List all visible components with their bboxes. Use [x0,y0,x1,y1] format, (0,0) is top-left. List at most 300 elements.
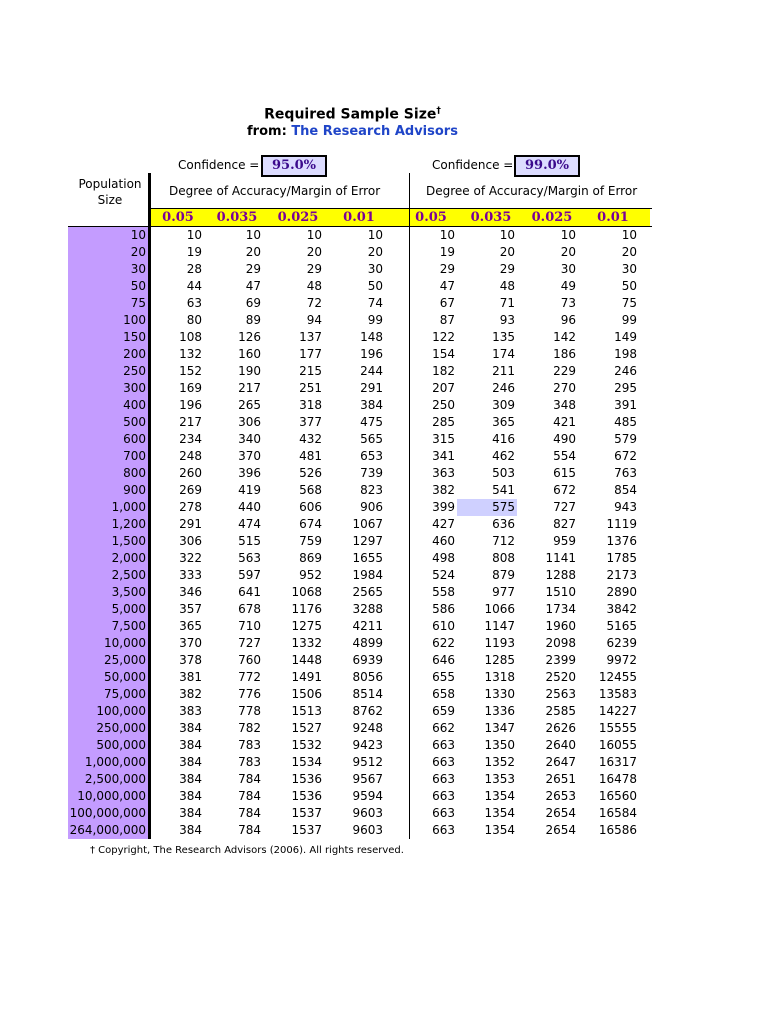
population-cell: 75,000 [104,687,146,701]
sample-size-cell: 399 [432,500,455,514]
population-cell: 50 [130,279,146,293]
sample-size-cell: 9594 [352,789,383,803]
sample-size-cell: 1354 [484,823,515,837]
sample-size-cell: 384 [179,789,202,803]
sample-size-cell: 152 [179,364,202,378]
sample-size-cell: 662 [432,721,455,735]
sample-size-cell: 646 [432,653,455,667]
sample-size-cell: 295 [614,381,637,395]
sample-size-cell: 663 [432,823,455,837]
sample-size-cell: 419 [238,483,261,497]
sample-size-cell: 575 [492,500,515,514]
sample-size-cell: 1176 [291,602,322,616]
population-cell: 150 [123,330,146,344]
sample-size-cell: 217 [238,381,261,395]
sample-size-cell: 1141 [545,551,576,565]
sample-size-cell: 73 [560,296,576,310]
sample-size-cell: 784 [238,789,261,803]
sample-size-cell: 71 [499,296,515,310]
sample-size-cell: 348 [553,398,576,412]
confidence-label-99: Confidence = [432,158,514,172]
sample-size-cell: 526 [299,466,322,480]
sample-size-cell: 69 [245,296,261,310]
sample-size-cell: 959 [553,534,576,548]
population-cell: 1,200 [111,517,146,531]
sample-size-cell: 315 [432,432,455,446]
sample-size-cell: 1532 [291,738,322,752]
sample-size-cell: 291 [179,517,202,531]
sample-size-cell: 674 [299,517,322,531]
sample-size-cell: 10 [186,228,202,242]
sample-size-cell: 636 [492,517,515,531]
sample-size-cell: 142 [553,330,576,344]
sample-size-cell: 28 [186,262,202,276]
sample-size-cell: 672 [553,483,576,497]
sample-size-cell: 215 [299,364,322,378]
population-cell: 600 [123,432,146,446]
sample-size-cell: 48 [306,279,322,293]
sample-size-cell: 2563 [545,687,576,701]
sample-size-cell: 1448 [291,653,322,667]
sample-size-cell: 12455 [598,670,637,684]
sample-size-cell: 50 [621,279,637,293]
copyright-footer: † Copyright, The Research Advisors (2006). All rights reserved. [90,845,404,856]
sample-size-cell: 20 [560,245,576,259]
sample-size-cell: 9423 [352,738,383,752]
sample-size-cell: 108 [179,330,202,344]
sample-size-cell: 93 [499,313,515,327]
page-subtitle [0,124,705,139]
sample-size-cell: 270 [553,381,576,395]
sample-size-cell: 50 [367,279,383,293]
population-cell: 300 [123,381,146,395]
sample-size-cell: 1513 [291,704,322,718]
sample-size-cell: 498 [432,551,455,565]
sample-size-cell: 63 [186,296,202,310]
sample-size-cell: 485 [614,415,637,429]
sample-size-cell: 2399 [545,653,576,667]
sample-size-cell: 322 [179,551,202,565]
sample-size-cell: 663 [432,738,455,752]
sample-size-cell: 383 [179,704,202,718]
sample-size-cell: 29 [306,262,322,276]
sample-size-cell: 16584 [598,806,637,820]
sample-size-cell: 1655 [352,551,383,565]
sample-size-cell: 655 [432,670,455,684]
sample-size-cell: 234 [179,432,202,446]
sample-size-cell: 148 [360,330,383,344]
sample-size-cell: 10 [439,228,455,242]
sample-size-cell: 462 [492,449,515,463]
sample-size-cell: 2173 [606,568,637,582]
sample-size-cell: 606 [299,500,322,514]
sample-size-cell: 663 [432,789,455,803]
sample-size-cell: 460 [432,534,455,548]
sample-size-cell: 558 [432,585,455,599]
sample-size-cell: 710 [238,619,261,633]
sample-size-cell: 672 [614,449,637,463]
sample-size-cell: 778 [238,704,261,718]
sample-size-cell: 94 [306,313,322,327]
sample-size-cell: 1297 [352,534,383,548]
sample-size-cell: 658 [432,687,455,701]
sample-size-cell: 10 [306,228,322,242]
sample-size-cell: 1288 [545,568,576,582]
sample-size-cell: 659 [432,704,455,718]
sample-size-cell: 808 [492,551,515,565]
margin-of-error-label-99: Degree of Accuracy/Margin of Error [426,184,638,198]
sample-size-cell: 47 [439,279,455,293]
sample-size-cell: 10 [621,228,637,242]
sample-size-cell: 365 [492,415,515,429]
sample-size-cell: 30 [621,262,637,276]
sample-size-cell: 20 [245,245,261,259]
sample-size-cell: 678 [238,602,261,616]
sample-size-cell: 260 [179,466,202,480]
sample-size-cell: 9603 [352,806,383,820]
sample-size-cell: 1068 [291,585,322,599]
sample-size-cell: 783 [238,755,261,769]
sample-size-cell: 246 [614,364,637,378]
population-cell: 2,500 [111,568,146,582]
sample-size-cell: 198 [614,347,637,361]
sample-size-cell: 1510 [545,585,576,599]
population-cell: 100,000,000 [69,806,146,820]
sample-size-cell: 503 [492,466,515,480]
sample-size-cell: 137 [299,330,322,344]
sample-size-cell: 340 [238,432,261,446]
population-cell: 20 [130,245,146,259]
sample-size-cell: 977 [492,585,515,599]
sample-size-cell: 10 [245,228,261,242]
sample-size-cell: 96 [560,313,576,327]
sample-size-cell: 49 [560,279,576,293]
sample-size-cell: 190 [238,364,261,378]
sample-size-cell: 597 [238,568,261,582]
sample-size-cell: 782 [238,721,261,735]
sample-size-cell: 265 [238,398,261,412]
accuracy-header: 0.05 [162,210,194,225]
sample-size-cell: 47 [245,279,261,293]
population-cell: 1,500 [111,534,146,548]
sample-size-cell: 2640 [545,738,576,752]
sample-size-cell: 382 [179,687,202,701]
sample-size-cell: 99 [621,313,637,327]
sample-size-cell: 341 [432,449,455,463]
sample-size-cell: 2647 [545,755,576,769]
sample-size-cell: 1506 [291,687,322,701]
accuracy-header: 0.025 [277,210,319,225]
sample-size-cell: 1119 [606,517,637,531]
accuracy-header: 0.035 [216,210,258,225]
sample-size-cell: 1491 [291,670,322,684]
sample-size-cell: 14227 [598,704,637,718]
sample-size-cell: 4211 [352,619,383,633]
sample-size-cell: 9603 [352,823,383,837]
sample-size-cell: 1318 [484,670,515,684]
sample-size-cell: 1353 [484,772,515,786]
sample-size-cell: 250 [432,398,455,412]
sample-size-cell: 384 [360,398,383,412]
sample-size-cell: 19 [186,245,202,259]
accuracy-header: 0.035 [470,210,512,225]
sample-size-cell: 1275 [291,619,322,633]
sample-size-cell: 1354 [484,789,515,803]
population-cell: 7,500 [111,619,146,633]
population-cell: 25,000 [104,653,146,667]
sample-size-cell: 217 [179,415,202,429]
sample-size-cell: 663 [432,772,455,786]
confidence-value-95: 95.0% [261,155,327,177]
sample-size-cell: 622 [432,636,455,650]
sample-size-cell: 1336 [484,704,515,718]
population-cell: 10 [130,228,146,242]
sample-size-cell: 3842 [606,602,637,616]
sample-size-cell: 663 [432,755,455,769]
sample-size-cell: 879 [492,568,515,582]
title-text: Required Sample Size [264,106,437,123]
sample-size-cell: 384 [179,772,202,786]
population-cell: 500 [123,415,146,429]
sample-size-cell: 89 [245,313,261,327]
sample-size-cell: 20 [367,245,383,259]
population-cell: 400 [123,398,146,412]
sample-size-cell: 67 [439,296,455,310]
sample-size-cell: 48 [499,279,515,293]
source-name: The Research Advisors [291,124,458,139]
sample-size-cell: 384 [179,755,202,769]
sample-size-cell: 579 [614,432,637,446]
title-dagger: † [436,106,441,116]
sample-size-cell: 1734 [545,602,576,616]
sample-size-cell: 416 [492,432,515,446]
sample-size-cell: 20 [621,245,637,259]
sample-size-cell: 1147 [484,619,515,633]
sample-size-cell: 29 [439,262,455,276]
sample-size-cell: 196 [179,398,202,412]
sample-size-cell: 15555 [598,721,637,735]
sample-size-cell: 135 [492,330,515,344]
sample-size-cell: 568 [299,483,322,497]
population-cell: 1,000,000 [84,755,146,769]
sample-size-cell: 182 [432,364,455,378]
sample-size-cell: 759 [299,534,322,548]
sample-size-cell: 30 [560,262,576,276]
accuracy-header: 0.025 [531,210,573,225]
sample-size-cell: 174 [492,347,515,361]
sample-size-cell: 87 [439,313,455,327]
sample-size-cell: 1527 [291,721,322,735]
sample-size-cell: 554 [553,449,576,463]
sample-size-cell: 2565 [352,585,383,599]
population-cell: 250,000 [96,721,146,735]
sample-size-cell: 2585 [545,704,576,718]
sample-size-cell: 943 [614,500,637,514]
sample-size-cell: 1537 [291,806,322,820]
sample-size-cell: 4899 [352,636,383,650]
sample-size-cell: 1536 [291,772,322,786]
population-cell: 5,000 [111,602,146,616]
sample-size-cell: 8056 [352,670,383,684]
sample-size-cell: 1352 [484,755,515,769]
sample-size-cell: 5165 [606,619,637,633]
subtitle-prefix: from: [247,124,287,139]
sample-size-cell: 370 [179,636,202,650]
sample-size-cell: 72 [306,296,322,310]
sample-size-cell: 16055 [598,738,637,752]
sample-size-cell: 384 [179,738,202,752]
sample-size-cell: 1066 [484,602,515,616]
sample-size-cell: 1067 [352,517,383,531]
sample-size-cell: 1285 [484,653,515,667]
sample-size-cell: 663 [432,806,455,820]
sample-size-cell: 490 [553,432,576,446]
sample-size-cell: 563 [238,551,261,565]
sample-size-cell: 952 [299,568,322,582]
population-cell: 10,000 [104,636,146,650]
sample-size-cell: 384 [179,823,202,837]
sample-size-cell: 306 [179,534,202,548]
sample-size-cell: 1536 [291,789,322,803]
sample-size-cell: 13583 [598,687,637,701]
sample-size-cell: 783 [238,738,261,752]
sample-size-cell: 44 [186,279,202,293]
confidence-label-95: Confidence = [178,158,260,172]
sample-size-cell: 269 [179,483,202,497]
sample-size-cell: 615 [553,466,576,480]
sample-size-cell: 1785 [606,551,637,565]
population-cell: 2,000 [111,551,146,565]
sample-size-cell: 132 [179,347,202,361]
sample-size-cell: 384 [179,806,202,820]
population-cell: 250 [123,364,146,378]
sample-size-cell: 739 [360,466,383,480]
sample-size-cell: 524 [432,568,455,582]
sample-size-cell: 869 [299,551,322,565]
sample-size-cell: 246 [492,381,515,395]
sample-size-cell: 10 [367,228,383,242]
population-cell: 900 [123,483,146,497]
sample-size-cell: 712 [492,534,515,548]
sample-size-cell: 1984 [352,568,383,582]
sample-size-cell: 727 [553,500,576,514]
sample-size-cell: 565 [360,432,383,446]
sample-size-cell: 391 [614,398,637,412]
sample-size-cell: 16478 [598,772,637,786]
sample-size-cell: 244 [360,364,383,378]
sample-size-cell: 727 [238,636,261,650]
sample-size-cell: 333 [179,568,202,582]
population-cell: 700 [123,449,146,463]
sample-size-cell: 1376 [606,534,637,548]
sample-size-cell: 363 [432,466,455,480]
sample-size-cell: 29 [245,262,261,276]
population-label-line1: Population [78,177,142,191]
sample-size-cell: 186 [553,347,576,361]
sample-size-cell: 207 [432,381,455,395]
sample-size-cell: 30 [367,262,383,276]
sample-size-cell: 80 [186,313,202,327]
sample-size-cell: 382 [432,483,455,497]
sample-size-cell: 20 [306,245,322,259]
sample-size-cell: 16586 [598,823,637,837]
sample-size-cell: 306 [238,415,261,429]
population-size-label [70,176,150,208]
sample-size-cell: 122 [432,330,455,344]
sample-size-cell: 2890 [606,585,637,599]
sample-size-cell: 126 [238,330,261,344]
sample-size-cell: 9248 [352,721,383,735]
population-cell: 30 [130,262,146,276]
population-label-line2: Size [97,193,123,207]
population-cell: 500,000 [96,738,146,752]
sample-size-cell: 370 [238,449,261,463]
sample-size-cell: 854 [614,483,637,497]
sample-size-cell: 291 [360,381,383,395]
sample-size-cell: 357 [179,602,202,616]
sample-size-cell: 384 [179,721,202,735]
sample-size-cell: 20 [499,245,515,259]
sample-size-cell: 169 [179,381,202,395]
sample-size-cell: 1354 [484,806,515,820]
sample-size-cell: 586 [432,602,455,616]
sample-size-cell: 318 [299,398,322,412]
sample-size-cell: 9512 [352,755,383,769]
sample-size-cell: 9567 [352,772,383,786]
sample-size-cell: 641 [238,585,261,599]
sample-size-cell: 474 [238,517,261,531]
sample-size-cell: 285 [432,415,455,429]
sample-size-cell: 432 [299,432,322,446]
sample-size-cell: 75 [621,296,637,310]
sample-size-cell: 760 [238,653,261,667]
population-cell: 2,500,000 [84,772,146,786]
accuracy-header: 0.01 [597,210,629,225]
sample-size-cell: 149 [614,330,637,344]
sample-size-cell: 6939 [352,653,383,667]
sample-size-cell: 1347 [484,721,515,735]
sample-size-cell: 2520 [545,670,576,684]
sample-size-cell: 8514 [352,687,383,701]
page-title [0,106,705,123]
sample-size-cell: 3288 [352,602,383,616]
sample-size-cell: 2651 [545,772,576,786]
sample-size-cell: 29 [499,262,515,276]
sample-size-cell: 346 [179,585,202,599]
margin-of-error-label-95: Degree of Accuracy/Margin of Error [169,184,381,198]
sample-size-cell: 541 [492,483,515,497]
sample-size-cell: 8762 [352,704,383,718]
population-cell: 50,000 [104,670,146,684]
sample-size-cell: 763 [614,466,637,480]
sample-size-cell: 1537 [291,823,322,837]
sample-size-cell: 610 [432,619,455,633]
sample-size-cell: 481 [299,449,322,463]
population-cell: 1,000 [111,500,146,514]
sample-size-cell: 2654 [545,823,576,837]
sample-size-cell: 16560 [598,789,637,803]
sample-size-cell: 776 [238,687,261,701]
sample-size-cell: 16317 [598,755,637,769]
sample-size-cell: 827 [553,517,576,531]
sample-size-cell: 160 [238,347,261,361]
sample-size-cell: 154 [432,347,455,361]
sample-size-cell: 2626 [545,721,576,735]
sample-size-cell: 906 [360,500,383,514]
sample-size-cell: 1332 [291,636,322,650]
sample-size-cell: 2654 [545,806,576,820]
sample-size-cell: 9972 [606,653,637,667]
